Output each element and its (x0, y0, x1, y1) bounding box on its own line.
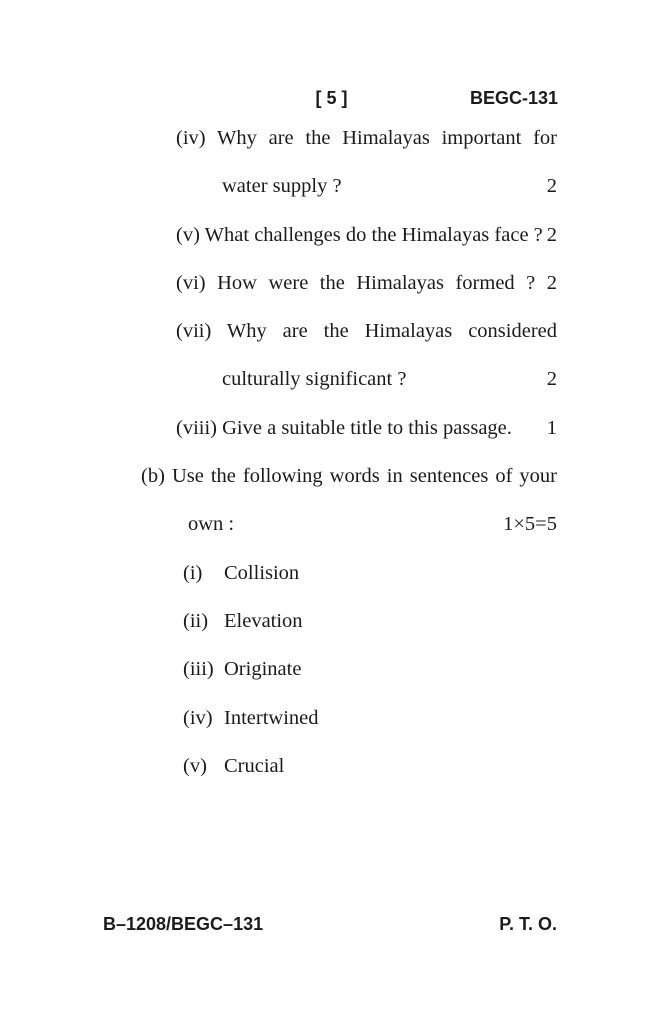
question-text: Why are the Himalayas considered culturally significant ? (222, 320, 557, 391)
question-item (176, 307, 557, 404)
question-item (176, 404, 557, 452)
part-b-intro (141, 452, 557, 549)
part-marks: 1×5=5 (503, 513, 557, 536)
question-marks: 2 (546, 223, 557, 246)
word-text: Elevation (224, 609, 303, 632)
question-marks: 2 (546, 368, 557, 391)
word-text: Collision (224, 561, 300, 584)
question-text: How were the Himalayas formed ? (217, 271, 536, 294)
question-text: What challenges do the Himalayas face ? (204, 223, 543, 246)
word-label: (ii) (183, 609, 209, 632)
question-item (176, 259, 557, 307)
word-item (183, 694, 557, 742)
word-text: Intertwined (224, 706, 319, 729)
question-item (176, 114, 557, 211)
word-label: (iv) (183, 706, 213, 729)
word-text: Originate (224, 658, 302, 681)
question-marks: 2 (546, 271, 558, 294)
question-label: (vii) (176, 320, 212, 343)
part-label: (b) (141, 465, 165, 488)
word-item (183, 597, 557, 645)
question-marks: 1 (546, 416, 557, 439)
course-code: BEGC-131 (469, 88, 558, 108)
word-text: Crucial (224, 754, 285, 777)
word-item (183, 645, 557, 693)
question-label: (viii) (176, 416, 217, 439)
word-item (183, 549, 557, 597)
question-label: (vi) (176, 271, 206, 294)
word-item (183, 742, 557, 790)
question-text: Why are the Himalayas important for water supply ? (217, 127, 557, 198)
question-text: Give a suitable title to this passage. (222, 416, 512, 439)
word-label: (i) (183, 561, 203, 584)
question-label: (v) (176, 223, 200, 246)
question-label: (iv) (176, 127, 206, 149)
word-label: (iii) (183, 658, 214, 681)
question-marks: 2 (546, 175, 557, 198)
page-number: [ 5 ] (315, 88, 348, 108)
paper-code: B–1208/BEGC–131 (103, 914, 264, 934)
question-list (141, 114, 558, 790)
part-text: Use the following words in sentences of your own : (171, 465, 557, 536)
question-item (176, 211, 557, 259)
pto-note: P. T. O. (499, 914, 557, 934)
word-label: (v) (183, 754, 207, 777)
